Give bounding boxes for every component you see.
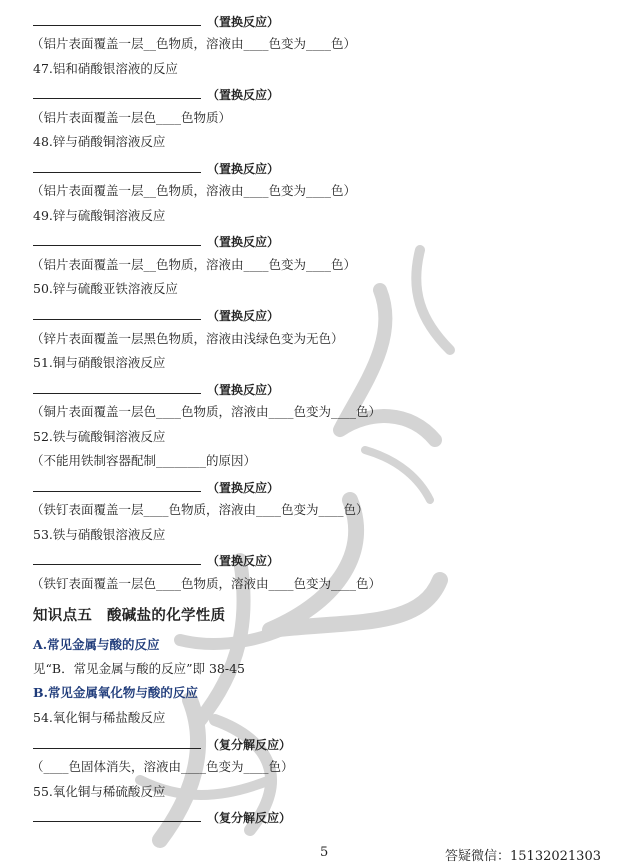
reaction-type-label: （置换反应） [207, 162, 280, 176]
reaction-type-label: （置换反应） [207, 235, 280, 249]
answer-row [33, 551, 603, 569]
reaction-type-label: （复分解反应） [207, 738, 292, 752]
answer-blank-line[interactable] [33, 232, 201, 246]
answer-blank-line[interactable] [33, 735, 201, 749]
observation-note: （铝片表面覆盖一层色____色物质） [31, 110, 232, 125]
subsection-heading [33, 637, 603, 653]
observation-note: （铝片表面覆盖一层__色物质，溶液由____色变为____色） [31, 183, 357, 198]
question-item: 52.铁与硫酸铜溶液反应 [33, 429, 166, 444]
answer-blank-line[interactable] [33, 478, 201, 492]
observation-note: （铁钉表面覆盖一层色____色物质，溶液由____色变为____色） [31, 576, 382, 591]
question-item: 见“B．常见金属与酸的反应”即 38-45 [33, 661, 245, 676]
question-item: 53.铁与硝酸银溶液反应 [33, 527, 166, 542]
answer-blank-line[interactable] [33, 551, 201, 565]
observation-note: （____色固体消失，溶液由____色变为____色） [31, 759, 294, 774]
subsection-heading [33, 685, 603, 701]
question-item: 54.氧化铜与稀盐酸反应 [33, 710, 166, 725]
observation-note: （铜片表面覆盖一层色____色物质，溶液由____色变为____色） [31, 404, 382, 419]
observation-note: （铝片表面覆盖一层__色物质，溶液由____色变为____色） [31, 257, 357, 272]
answer-row [33, 380, 603, 398]
answer-row [33, 12, 603, 30]
answer-blank-line[interactable] [33, 12, 201, 26]
question-item: 50.锌与硫酸亚铁溶液反应 [33, 281, 178, 296]
contact-info: 答疑微信：15132021303 [445, 849, 601, 864]
reaction-type-label: （置换反应） [207, 309, 280, 323]
answer-row [33, 478, 603, 496]
reaction-type-label: （置换反应） [207, 554, 280, 568]
reaction-type-label: （置换反应） [207, 481, 280, 495]
observation-note: （铁钉表面覆盖一层____色物质，溶液由____色变为____色） [31, 502, 369, 517]
question-item: 51.铜与硝酸银溶液反应 [33, 355, 166, 370]
reaction-type-label: （置换反应） [207, 15, 280, 29]
reaction-type-label: （复分解反应） [207, 811, 292, 825]
subsection-title: A.常见金属与酸的反应 [33, 637, 160, 652]
observation-note: （铝片表面覆盖一层__色物质，溶液由____色变为____色） [31, 36, 357, 51]
question-item: 48.锌与硝酸铜溶液反应 [33, 134, 166, 149]
answer-row [33, 232, 603, 250]
answer-blank-line[interactable] [33, 159, 201, 173]
reaction-type-label: （置换反应） [207, 88, 280, 102]
answer-blank-line[interactable] [33, 380, 201, 394]
subsection-title: B.常见金属氧化物与酸的反应 [33, 685, 198, 700]
answer-row [33, 306, 603, 324]
section-heading: 知识点五 酸碱盐的化学性质 [33, 608, 226, 624]
answer-blank-line[interactable] [33, 306, 201, 320]
answer-blank-line[interactable] [33, 85, 201, 99]
question-item: 55.氧化铜与稀硫酸反应 [33, 784, 166, 799]
question-item: 49.锌与硫酸铜溶液反应 [33, 208, 166, 223]
page-number: 5 [320, 845, 329, 860]
question-item: 47.铝和硝酸银溶液的反应 [33, 61, 178, 76]
answer-blank-line[interactable] [33, 808, 201, 822]
answer-row [33, 159, 603, 177]
observation-note: （不能用铁制容器配制________的原因） [31, 453, 257, 468]
answer-row [33, 735, 603, 753]
reaction-type-label: （置换反应） [207, 383, 280, 397]
answer-row [33, 808, 603, 826]
observation-note: （锌片表面覆盖一层黑色物质，溶液由浅绿色变为无色） [31, 331, 344, 346]
answer-row [33, 85, 603, 103]
